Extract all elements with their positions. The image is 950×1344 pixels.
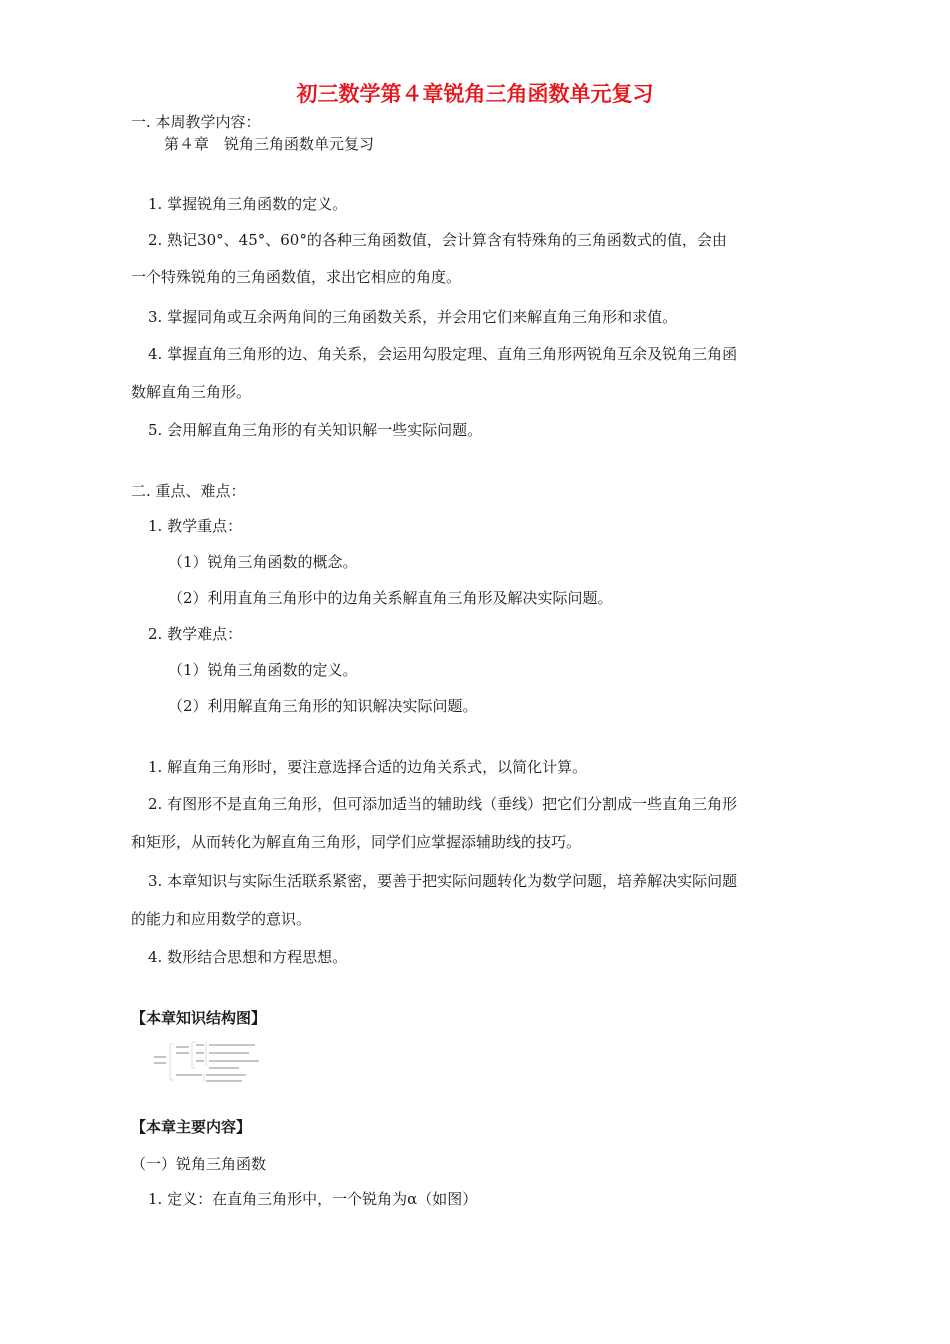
section1-heading: 一. 本周教学内容： xyxy=(131,113,261,131)
note-item-continued: 的能力和应用数学的意识。 xyxy=(131,910,312,928)
diagram-text-block xyxy=(209,1044,255,1046)
diagram-text-block xyxy=(206,1074,246,1076)
structure-heading: 【本章知识结构图】 xyxy=(131,1009,267,1027)
main-content-heading: 【本章主要内容】 xyxy=(131,1118,252,1136)
note-item: 2. 有图形不是直角三角形，但可添加适当的辅助线（垂线）把它们分割成一些直角三角形 xyxy=(148,795,738,813)
objective-item: 5. 会用解直角三角形的有关知识解一些实际问题。 xyxy=(148,421,483,439)
diagram-text-block xyxy=(154,1056,166,1058)
objective-item: 4. 掌握直角三角形的边、角关系，会运用勾股定理、直角三角形两锐角互余及锐角三角函 xyxy=(148,345,738,363)
diagram-text-block xyxy=(206,1080,242,1082)
diagram-text-block xyxy=(209,1067,239,1069)
document-title: 初三数学第４章锐角三角函数单元复习 xyxy=(296,82,654,106)
note-item: 4. 数形结合思想和方程思想。 xyxy=(148,948,348,966)
note-item: 3. 本章知识与实际生活联系紧密，要善于把实际问题转化为数学问题，培养解决实际问题 xyxy=(148,872,738,890)
note-item: 1. 解直角三角形时，要注意选择合适的边角关系式，以简化计算。 xyxy=(148,758,588,776)
part1-heading: （一）锐角三角函数 xyxy=(131,1155,267,1173)
section2-heading: 二. 重点、难点： xyxy=(131,482,246,500)
difficulty-item: （2）利用解直角三角形的知识解决实际问题。 xyxy=(168,697,478,715)
diagram-text-block xyxy=(176,1052,189,1054)
focus-label: 1. 教学重点： xyxy=(148,517,243,535)
objective-item: 1. 掌握锐角三角函数的定义。 xyxy=(148,195,348,213)
chapter-line: 第４章 锐角三角函数单元复习 xyxy=(164,135,375,153)
diagram-text-block xyxy=(176,1046,189,1048)
objective-item-continued: 数解直角三角形。 xyxy=(131,383,252,401)
definition-line: 1. 定义：在直角三角形中，一个锐角为α（如图） xyxy=(148,1190,478,1208)
diagram-text-block xyxy=(209,1060,259,1062)
focus-item: （2）利用直角三角形中的边角关系解直角三角形及解决实际问题。 xyxy=(168,589,613,607)
diagram-text-block xyxy=(209,1052,249,1054)
diagram-text-block xyxy=(154,1062,166,1064)
objective-item: 2. 熟记30°、45°、60°的各种三角函数值，会计算含有特殊角的三角函数式的值，会由 xyxy=(148,231,727,249)
knowledge-structure-diagram xyxy=(152,1040,274,1084)
objective-item-continued: 一个特殊锐角的三角函数值，求出它相应的角度。 xyxy=(131,268,462,286)
note-item-continued: 和矩形，从而转化为解直角三角形，同学们应掌握添辅助线的技巧。 xyxy=(131,833,582,851)
diagram-text-block xyxy=(176,1074,202,1076)
difficulty-item: （1）锐角三角函数的定义。 xyxy=(168,661,358,679)
objective-item: 3. 掌握同角或互余两角间的三角函数关系，并会用它们来解直角三角形和求值。 xyxy=(148,308,678,326)
difficulty-label: 2. 教学难点： xyxy=(148,625,243,643)
focus-item: （1）锐角三角函数的概念。 xyxy=(168,553,358,571)
diagram-text-block xyxy=(196,1044,204,1046)
diagram-text-block xyxy=(196,1052,204,1054)
diagram-text-block xyxy=(196,1060,204,1062)
